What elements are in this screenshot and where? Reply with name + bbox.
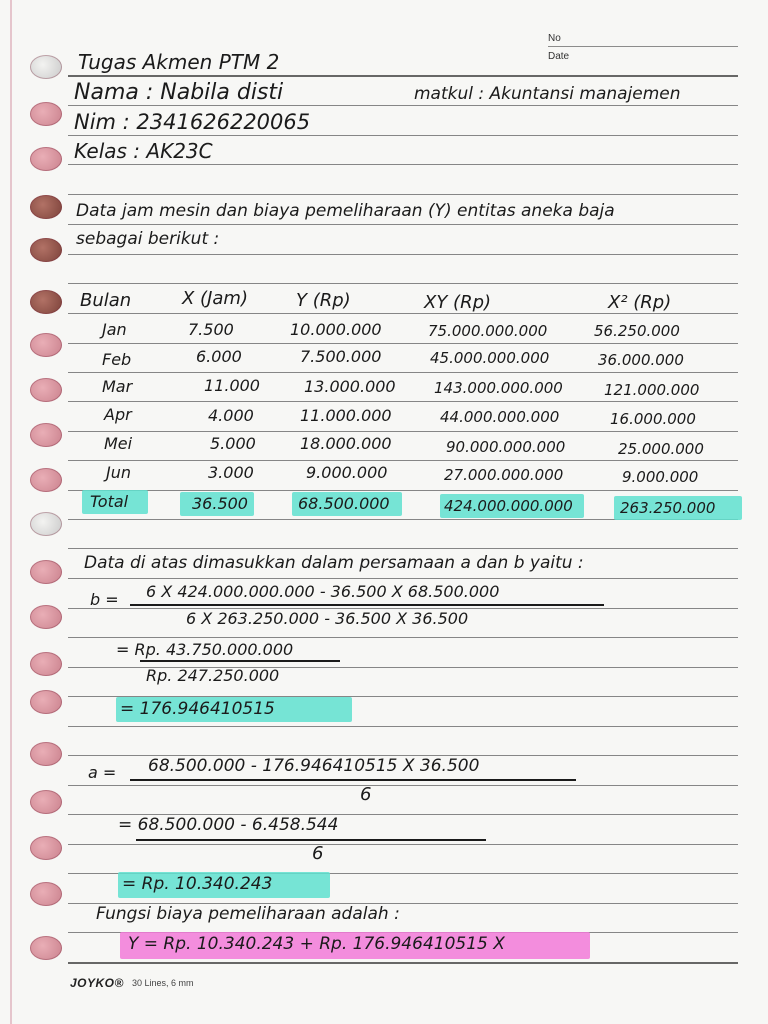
table-cell: 56.250.000: [594, 322, 680, 340]
a-label: a =: [88, 763, 117, 782]
table-cell: 7.500: [188, 320, 234, 339]
ruled-line: [68, 343, 738, 344]
table-total-cell: 68.500.000: [298, 494, 390, 513]
table-cell: 45.000.000.000: [430, 349, 550, 367]
b-fraction-line: [130, 604, 604, 606]
binder-hole: [30, 882, 62, 906]
binder-hole: [30, 378, 62, 402]
ruled-line: [68, 785, 738, 786]
binder-hole: [30, 936, 62, 960]
student-nim: Nim : 2341626220065: [74, 110, 311, 134]
formula-intro: Data di atas dimasukkan dalam persamaan a dan b yaitu :: [84, 553, 584, 573]
ruled-line: [68, 401, 738, 402]
intro-line-2: sebagai berikut :: [76, 229, 220, 249]
binder-hole: [30, 238, 62, 262]
a-step-fraction-line: [136, 839, 486, 841]
binder-hole: [30, 836, 62, 860]
margin-line: [10, 0, 12, 1024]
ruled-line: [68, 726, 738, 727]
ruled-line: [68, 548, 738, 549]
table-cell: Mar: [102, 377, 133, 396]
table-cell: 9.000.000: [306, 463, 388, 482]
ruled-line: [68, 254, 738, 255]
table-cell: 36.000.000: [598, 351, 684, 369]
binder-hole: [30, 690, 62, 714]
ruled-line: [68, 637, 738, 638]
b-label: b =: [90, 590, 119, 609]
ruled-line: [68, 578, 738, 579]
table-total-cell: 36.500: [192, 494, 248, 513]
table-cell: Jun: [106, 463, 131, 482]
ruled-line: [68, 75, 738, 77]
table-header: Bulan: [80, 290, 132, 311]
table-cell: 25.000.000: [618, 440, 704, 458]
binder-hole: [30, 423, 62, 447]
table-cell: Jan: [102, 320, 127, 339]
table-cell: 44.000.000.000: [440, 408, 560, 426]
a-result: = Rp. 10.340.243: [122, 874, 273, 894]
a-numerator: 68.500.000 - 176.946410515 X 36.500: [148, 756, 480, 776]
intro-line-1: Data jam mesin dan biaya pemeliharaan (Y) entitas aneka baja: [76, 201, 615, 221]
binder-hole: [30, 605, 62, 629]
table-cell: Feb: [102, 350, 132, 369]
table-cell: 4.000: [208, 406, 254, 425]
table-cell: 10.000.000: [290, 320, 382, 339]
b-result: = 176.946410515: [120, 699, 275, 719]
binder-hole: [30, 512, 62, 536]
binder-hole: [30, 333, 62, 357]
ruled-line: [68, 105, 738, 106]
ruled-line: [68, 372, 738, 373]
table-total-cell: 263.250.000: [620, 499, 716, 517]
b-step-denominator: Rp. 247.250.000: [146, 666, 280, 685]
ruled-line: [68, 194, 738, 195]
b-step-numerator: = Rp. 43.750.000.000: [116, 640, 294, 659]
assignment-title: Tugas Akmen PTM 2: [78, 50, 280, 74]
binder-hole: [30, 290, 62, 314]
binder-hole: [30, 742, 62, 766]
brand-logo: JOYKO®: [70, 976, 124, 990]
table-header: Y (Rp): [296, 290, 351, 311]
table-cell: 7.500.000: [300, 347, 382, 366]
ruled-line: [68, 283, 738, 284]
b-numerator: 6 X 424.000.000.000 - 36.500 X 68.500.000: [146, 582, 500, 601]
table-cell: Mei: [104, 434, 133, 453]
binder-hole: [30, 468, 62, 492]
no-label: No: [548, 33, 561, 44]
paper-spec: 30 Lines, 6 mm: [132, 978, 194, 988]
binder-hole: [30, 195, 62, 219]
b-step-fraction-line: [140, 660, 340, 662]
ruled-line: [68, 135, 738, 136]
a-denominator: 6: [360, 784, 372, 805]
ruled-line: [68, 844, 738, 845]
table-cell: 143.000.000.000: [434, 379, 563, 397]
date-label: Date: [548, 51, 570, 62]
table-cell: Apr: [104, 405, 132, 424]
table-cell: 5.000: [210, 434, 256, 453]
table-cell: 3.000: [208, 463, 254, 482]
table-cell: 90.000.000.000: [446, 438, 566, 456]
a-step-numerator: = 68.500.000 - 6.458.544: [118, 815, 339, 835]
table-cell: 11.000: [204, 376, 260, 395]
cost-function-label: Fungsi biaya pemeliharaan adalah :: [96, 904, 400, 924]
course-name: matkul : Akuntansi manajemen: [414, 84, 681, 104]
cost-function: Y = Rp. 10.340.243 + Rp. 176.946410515 X: [128, 934, 505, 954]
table-cell: 16.000.000: [610, 410, 696, 428]
table-total-cell: Total: [90, 492, 129, 511]
ruled-line: [68, 224, 738, 225]
binder-hole: [30, 102, 62, 126]
a-fraction-line: [130, 779, 576, 781]
table-cell: 75.000.000.000: [428, 322, 548, 340]
b-denominator: 6 X 263.250.000 - 36.500 X 36.500: [186, 609, 469, 628]
table-header: X² (Rp): [608, 292, 672, 313]
binder-hole: [30, 652, 62, 676]
ruled-line: [68, 164, 738, 165]
table-header: X (Jam): [182, 288, 248, 309]
table-cell: 13.000.000: [304, 377, 396, 396]
student-class: Kelas : AK23C: [74, 139, 213, 163]
table-cell: 9.000.000: [622, 468, 699, 486]
binder-hole: [30, 560, 62, 584]
table-cell: 11.000.000: [300, 406, 392, 425]
binder-hole: [30, 147, 62, 171]
table-header: XY (Rp): [424, 292, 492, 313]
table-cell: 27.000.000.000: [444, 466, 564, 484]
student-name: Nama : Nabila disti: [74, 80, 284, 105]
a-step-denominator: 6: [312, 843, 324, 864]
binder-hole: [30, 55, 62, 79]
table-total-cell: 424.000.000.000: [444, 497, 573, 515]
ruled-line: [68, 490, 738, 491]
no-line: [548, 46, 738, 47]
ruled-line: [68, 431, 738, 432]
ruled-line: [68, 460, 738, 461]
table-cell: 121.000.000: [604, 381, 700, 399]
ruled-line: [68, 962, 738, 964]
table-cell: 6.000: [196, 347, 242, 366]
ruled-line: [68, 313, 738, 314]
table-cell: 18.000.000: [300, 434, 392, 453]
binder-hole: [30, 790, 62, 814]
